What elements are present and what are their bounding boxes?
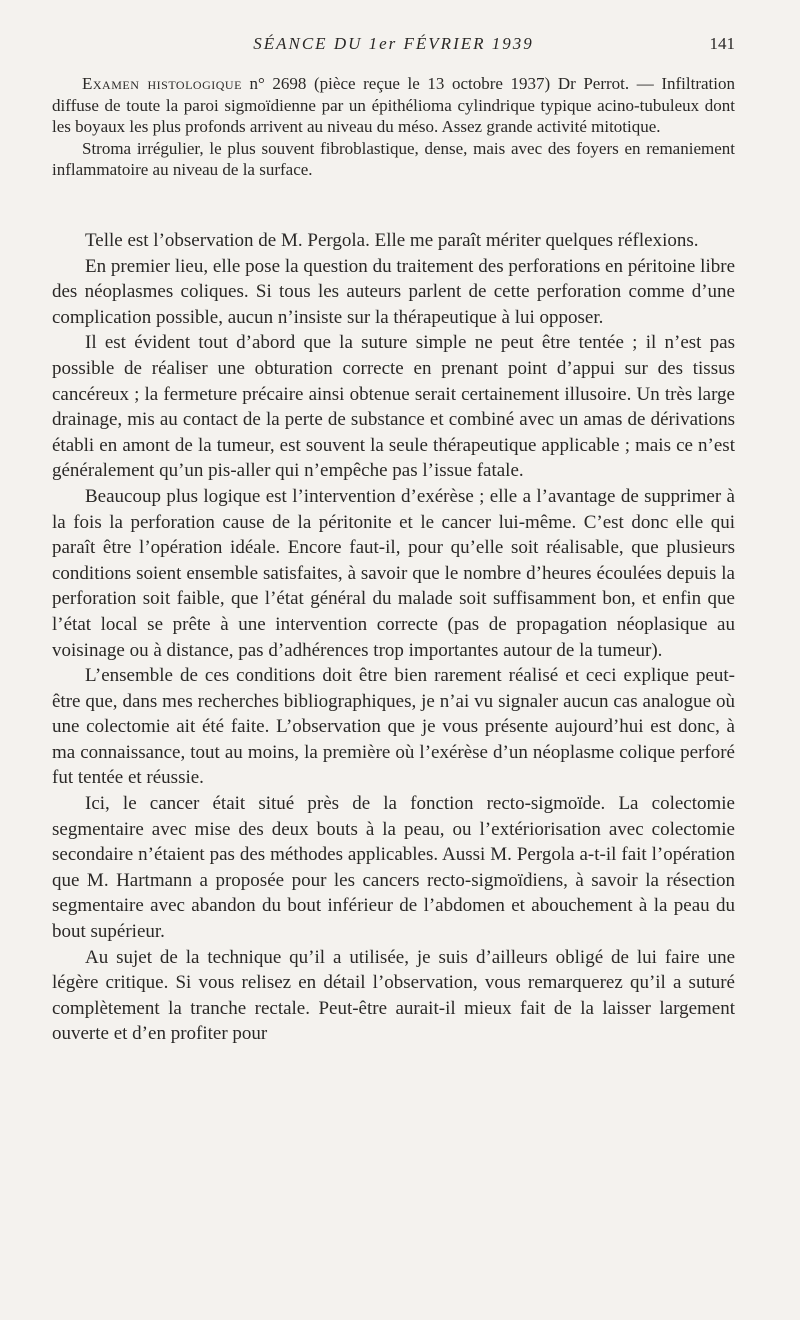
body-paragraph: Ici, le cancer était situé près de la fonction recto-sigmoïde. La colectomie segmentaire avec mise des deux bouts à la peau, ou l’extériorisation avec colectomie secondaire n’étaient pas des méthodes applicables. Aussi M. Pergola a-t-il fait l’opération que M. Hartmann a proposée pour les cancers recto-sigmoïdiens, à savoir la résection segmentaire avec abandon du bout inférieur de l’abdomen et abouchement à la peau du bout supérieur. xyxy=(52,793,735,943)
header-title: SÉANCE DU 1er FÉVRIER 1939 xyxy=(253,34,534,53)
histology-label: Examen histologique xyxy=(82,74,242,93)
body-paragraph: Telle est l’observation de M. Pergola. Elle me paraît mériter quelques réflexions. xyxy=(85,230,699,251)
body-text xyxy=(52,228,735,1047)
histology-note xyxy=(52,73,735,181)
running-header xyxy=(52,34,735,58)
page-number: 141 xyxy=(709,34,735,53)
body-paragraph: Beaucoup plus logique est l’intervention d’exérèse ; elle a l’avantage de supprimer à la fois la perforation cause de la péritonite et le cancer lui-même. C’est donc elle qui paraît être l’opération idéale. Encore faut-il, pour qu’elle soit réalisable, que plusieurs conditions soient ensemble satisfaites, à savoir que le nombre d’heures écoulées depuis la perforation soit faible, que l’état général du malade soit suffisamment bon, et enfin que l’état local se prête à une intervention correcte (pas de propagation néoplasique au voisinage ou à distance, pas d’adhérences trop importantes autour de la tumeur). xyxy=(52,485,735,661)
body-paragraph: Il est évident tout d’abord que la suture simple ne peut être tentée ; il n’est pas possible de réaliser une obturation correcte en prenant point d’appui sur des tissus cancéreux ; la fermeture précaire ainsi obtenue serait certainement illusoire. Un très large drainage, mis au contact de la perte de substance et combiné avec un amas de dérivations établi en amont de la tumeur, est souvent la seule thérapeutique applicable ; mais ce n’est généralement qu’un pis-aller qui n’empêche pas l’issue fatale. xyxy=(52,332,735,482)
histology-text: n° 2698 (pièce reçue le 13 octobre 1937) Dr Perrot. — Infiltration diffuse de toute la paroi sigmoïdienne par un épithélioma cylindrique typique acino-tubuleux dont les boyaux les plus profonds arrivent au niveau du méso. Assez grande activité mitotique. xyxy=(52,74,735,136)
body-paragraph: L’ensemble de ces conditions doit être bien rarement réalisé et ceci explique peut-être que, dans mes recherches bibliographiques, je n’ai vu signaler aucun cas analogue où une colectomie ait été faite. L’observation que je vous présente aujourd’hui est donc, à ma connaissance, tout au moins, la première où l’exérèse d’un néoplasme colique perforé fut tentée et réussie. xyxy=(52,665,735,789)
body-paragraph: Au sujet de la technique qu’il a utilisée, je suis d’ailleurs obligé de lui faire une légère critique. Si vous relisez en détail l’observation, vous remarquerez qu’il a suturé complètement la tranche rectale. Peut-être aurait-il mieux fait de la laisser largement ouverte et d’en profiter pour xyxy=(52,946,735,1045)
body-paragraph: En premier lieu, elle pose la question du traitement des perforations en péritoine libre des néoplasmes coliques. Si tous les auteurs parlent de cette perforation comme d’une complication possible, aucun n’insiste sur la thérapeutique à lui opposer. xyxy=(52,255,735,328)
histology-paragraph-2: Stroma irrégulier, le plus souvent fibroblastique, dense, mais avec des foyers en remaniement inflammatoire au niveau de la surface. xyxy=(52,138,735,179)
histology-paragraph xyxy=(52,73,735,138)
